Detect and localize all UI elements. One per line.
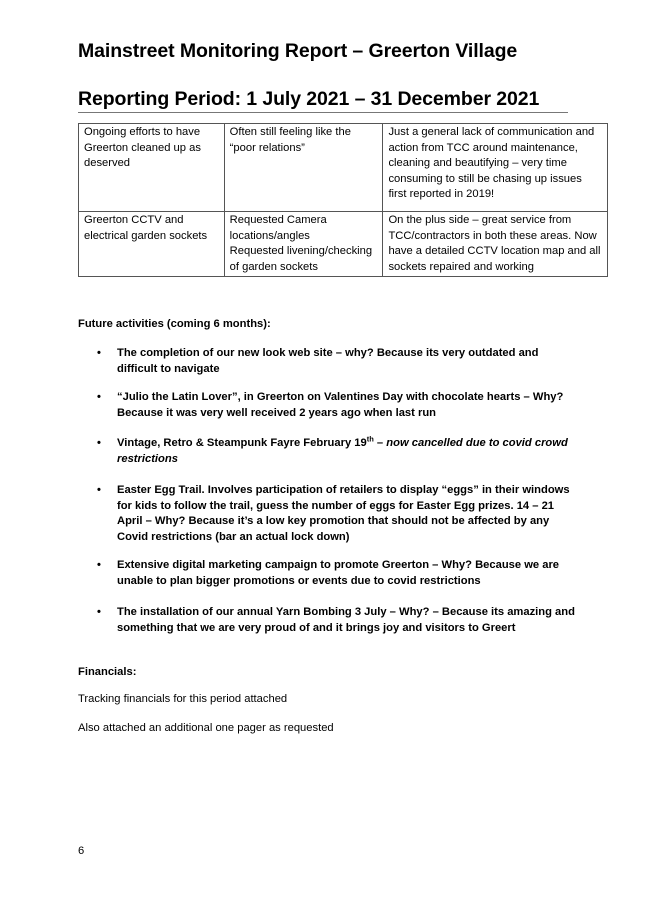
financials-text: Also attached an additional one pager as requested [78,722,334,734]
list-item [97,434,577,467]
future-activities-heading: Future activities (coming 6 months): [78,318,271,330]
superscript: th [366,434,374,444]
table-row [79,124,608,212]
list-item [97,558,577,589]
financials-text: Tracking financials for this period attached [78,693,288,705]
list-item [97,390,577,421]
list-item-note: now cancelled due to covid crowd restrictions [117,437,568,465]
table-cell: On the plus side – great service from TCC/contractors in both these areas. Now have a detailed CCTV location map and all sockets repaired and working [383,212,608,277]
issues-table [78,123,608,277]
bullet-icon: • [97,437,101,449]
bullet-icon: • [97,391,101,403]
list-item [97,346,577,377]
reporting-period-heading: Reporting Period: 1 July 2021 – 31 December 2021 [78,88,568,113]
table-cell: Greerton CCTV and electrical garden sockets [79,212,225,277]
list-item-text: Vintage, Retro & Steampunk Fayre February 19 [117,437,367,449]
list-item-text: “Julio the Latin Lover”, in Greerton on Valentines Day with chocolate hearts – Why? Because it was very well received 2 years ago when last run [117,391,564,419]
table-cell: Often still feeling like the “poor relations” [224,124,383,212]
bullet-icon: • [97,559,101,571]
table-cell [224,212,383,277]
page-number: 6 [78,845,85,857]
table-cell: Just a general lack of communication and action from TCC around maintenance, cleaning and beautifying – very time consuming to still be chasing up issues first reported in 2019! [383,124,608,212]
list-item [97,483,577,545]
list-item-text: – [373,437,387,449]
report-title: Mainstreet Monitoring Report – Greerton Village [78,40,518,62]
financials-heading: Financials: [78,666,137,678]
list-item-text: The installation of our annual Yarn Bombing 3 July – Why? – Because its amazing and something that we are very proud of and it brings joy and visitors to Greert [117,606,575,634]
bullet-icon: • [97,484,101,496]
list-item-text: Easter Egg Trail. Involves participation of retailers to display “eggs” in their windows for kids to follow the trail, guess the number of eggs for Easter Egg prizes. 14 – 21 April – Why? Because it’s a low key promotion that should not be affected by any Covid restrictions (bar an actual lock down) [117,484,570,543]
cell-line: Requested Camera locations/angles [229,214,327,242]
list-item-text: The completion of our new look web site – why? Because its very outdated and difficult to navigate [117,347,539,375]
list-item-text: Extensive digital marketing campaign to promote Greerton – Why? Because we are unable to plan bigger promotions or events due to covid restrictions [117,559,560,587]
table-cell: Ongoing efforts to have Greerton cleaned up as deserved [79,124,225,212]
cell-line: Requested livening/checking of garden sockets [229,245,373,273]
table-row [79,212,608,277]
list-item [97,605,577,636]
bullet-icon: • [97,606,101,618]
bullet-icon: • [97,347,101,359]
